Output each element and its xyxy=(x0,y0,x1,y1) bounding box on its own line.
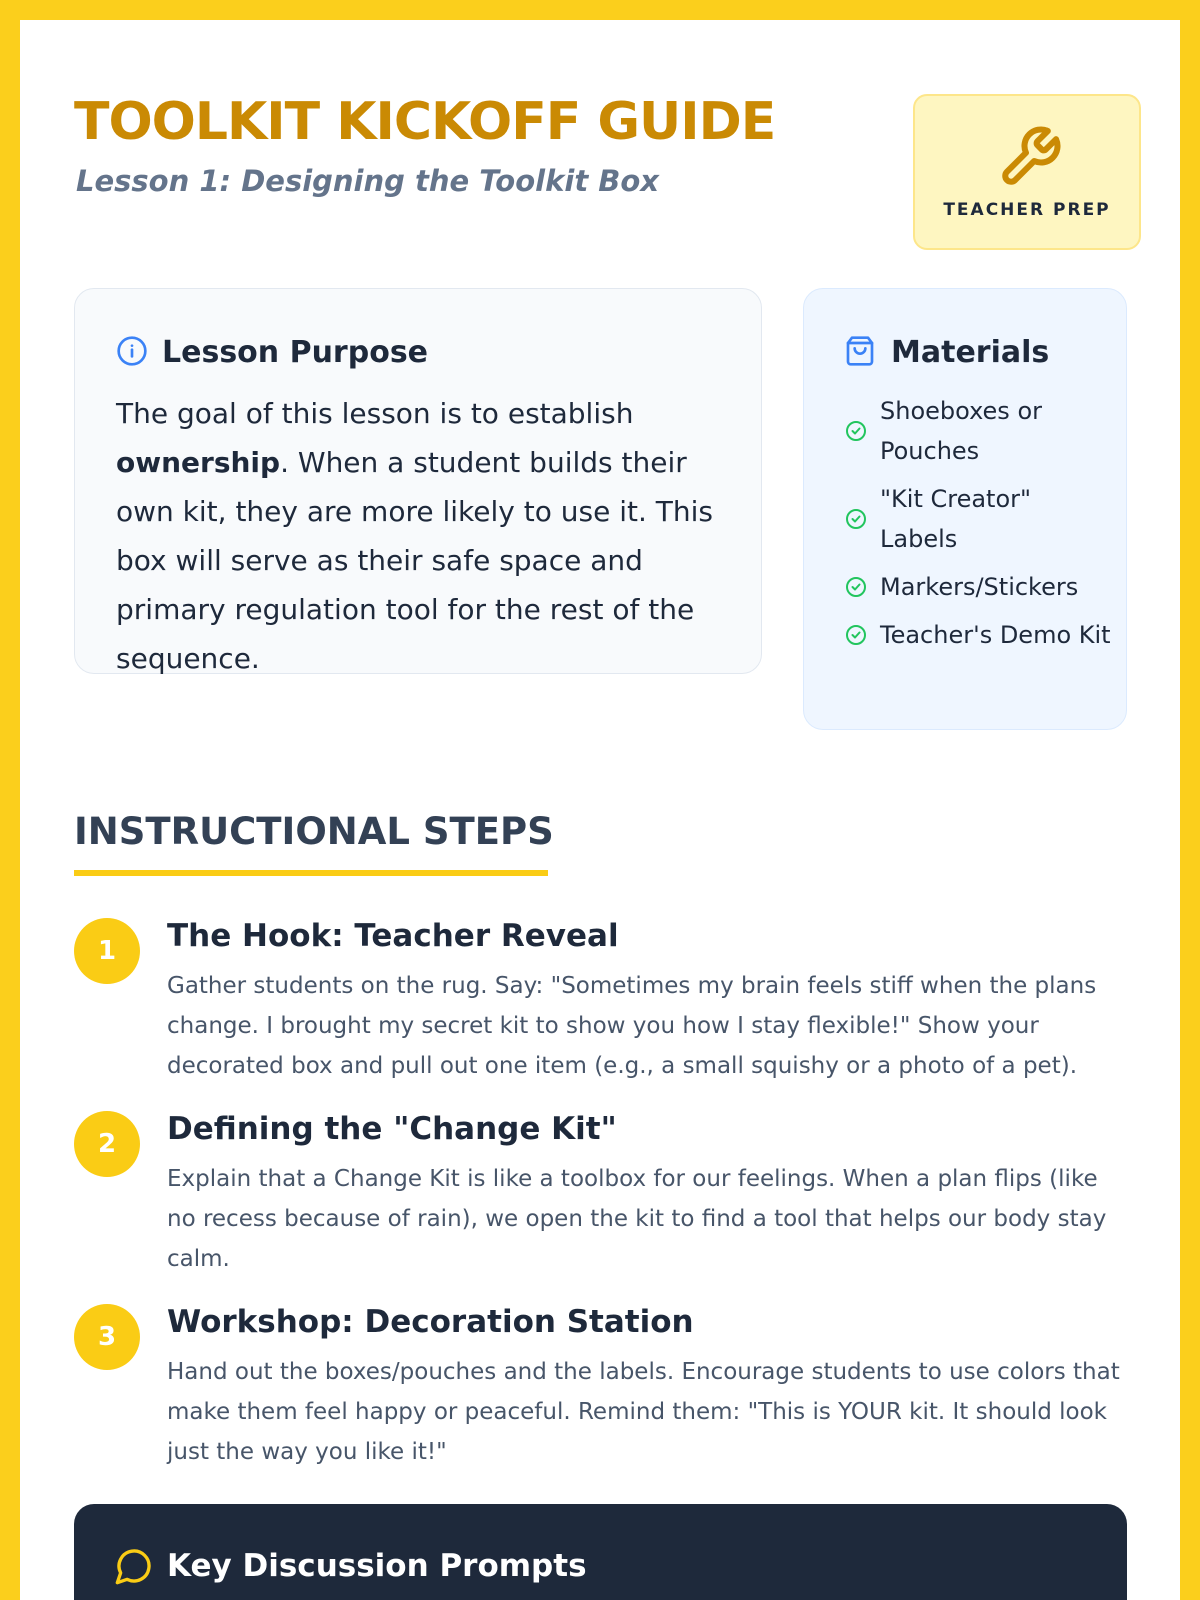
info-icon xyxy=(116,335,148,367)
step-description: Explain that a Change Kit is like a toolbox for our feelings. When a plan flips (like no recess because of rain), we open the kit to find a tool that helps our body stay calm. xyxy=(167,1166,1107,1272)
check-circle-icon xyxy=(844,419,868,443)
purpose-text-emphasis: ownership xyxy=(116,446,281,479)
shopping-bag-icon xyxy=(844,335,876,367)
check-circle-icon xyxy=(844,623,868,647)
materials-list xyxy=(844,391,1114,663)
material-label: Markers/Stickers xyxy=(880,573,1079,601)
heading-underline xyxy=(74,870,548,876)
materials-title: Materials xyxy=(891,335,1050,370)
speech-bubble-icon xyxy=(114,1546,154,1586)
page-title: TOOLKIT KICKOFF GUIDE xyxy=(74,92,776,152)
material-label: Shoeboxes or Pouches xyxy=(880,397,1042,465)
purpose-text-end: . When a student builds their own kit, they are more likely to use it. This box will serve as their safe space and primary regulation tool for the rest of the sequence. xyxy=(116,446,713,675)
discussion-prompts-title: Key Discussion Prompts xyxy=(167,1548,587,1584)
step-number-badge: 1 xyxy=(74,918,140,984)
lesson-purpose-text xyxy=(116,389,736,683)
discussion-prompts-panel xyxy=(74,1504,1127,1600)
wrench-icon xyxy=(997,124,1063,190)
material-item xyxy=(844,615,1114,655)
step-number-badge: 2 xyxy=(74,1111,140,1177)
material-item xyxy=(844,479,1114,559)
step-description: Gather students on the rug. Say: "Sometimes my brain feels stiff when the plans change. I brought my secret kit to show you how I stay flexible!" Show your decorated box and pull out one item (e.g., a small squishy or a photo of a pet). xyxy=(167,973,1097,1079)
step-description: Hand out the boxes/pouches and the labels. Encourage students to use colors that make them feel happy or peaceful. Remind them: "This is YOUR kit. It should look just the way you like it!" xyxy=(167,1359,1120,1465)
teacher-prep-label: TEACHER PREP xyxy=(943,200,1111,220)
step-number-badge: 3 xyxy=(74,1304,140,1370)
step-title: The Hook: Teacher Reveal xyxy=(167,918,619,954)
lesson-purpose-card xyxy=(74,288,762,674)
material-item xyxy=(844,391,1114,471)
purpose-text-start: The goal of this lesson is to establish xyxy=(116,397,634,430)
instructional-steps-heading: INSTRUCTIONAL STEPS xyxy=(74,810,554,853)
lesson-purpose-title: Lesson Purpose xyxy=(162,335,429,370)
lesson-page xyxy=(20,20,1180,1600)
teacher-prep-badge xyxy=(913,94,1141,250)
material-label: "Kit Creator" Labels xyxy=(880,485,1032,553)
materials-card xyxy=(803,288,1127,730)
step-title: Defining the "Change Kit" xyxy=(167,1111,617,1147)
material-label: Teacher's Demo Kit xyxy=(880,621,1111,649)
check-circle-icon xyxy=(844,575,868,599)
page-header xyxy=(74,76,1126,256)
step-title: Workshop: Decoration Station xyxy=(167,1304,694,1340)
check-circle-icon xyxy=(844,507,868,531)
page-subtitle: Lesson 1: Designing the Toolkit Box xyxy=(76,164,660,198)
material-item xyxy=(844,567,1114,607)
